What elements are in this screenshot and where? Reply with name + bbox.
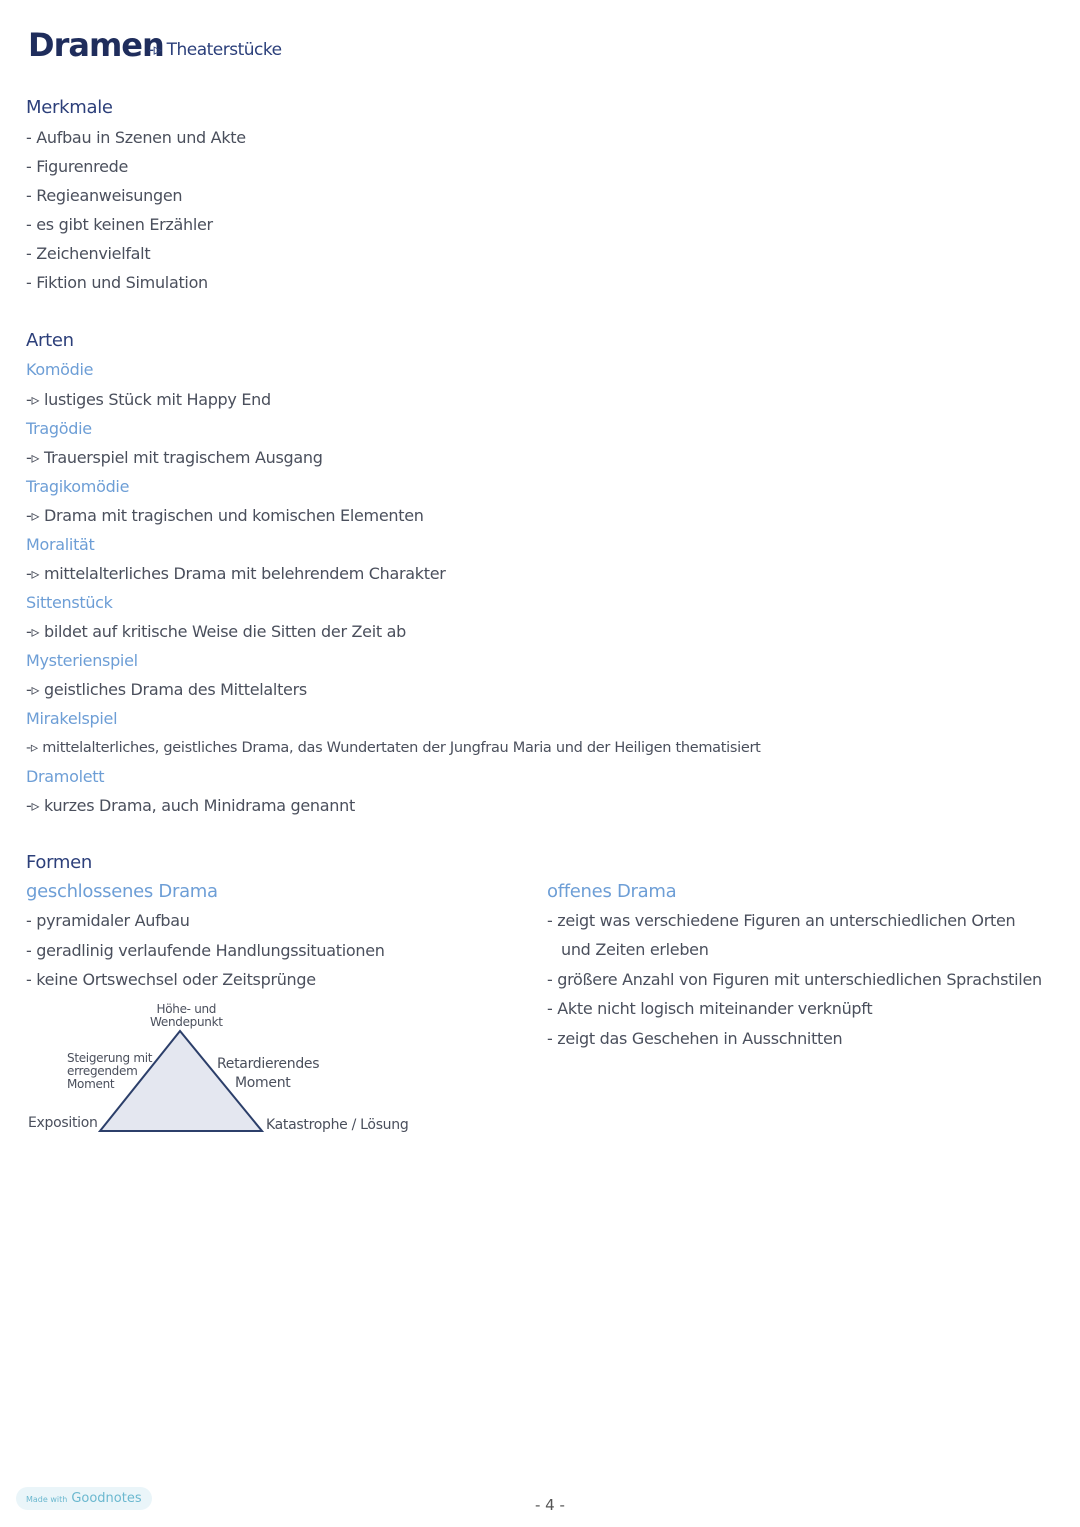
art-desc: -▹ bildet auf kritische Weise die Sitten der Zeit ab [26, 622, 406, 641]
art-desc: -▹ kurzes Drama, auch Minidrama genannt [26, 796, 355, 815]
art-name: Sittenstück [26, 593, 113, 612]
page-subtitle: -▹ Theaterstücke [148, 40, 282, 60]
offenes-drama-heading: offenes Drama [547, 881, 677, 902]
merkmal-item: - Regieanweisungen [26, 186, 183, 205]
art-name: Dramolett [26, 767, 105, 786]
merkmale-heading: Merkmale [26, 97, 113, 118]
pyramid-left-label: Steigerung mit erregendem Moment [67, 1051, 153, 1091]
art-desc: -▹ mittelalterliches, geistliches Drama, das Wundertaten der Jungfrau Maria und der Heiligen thematisiert [26, 740, 761, 756]
pyramid-top-label: Höhe- und Wendepunkt [150, 1002, 223, 1029]
formen-heading: Formen [26, 852, 93, 873]
pyramid-exposition-label: Exposition [28, 1115, 98, 1131]
arten-heading: Arten [26, 330, 74, 351]
pyramid-katastrophe-label: Katastrophe / Lösung [266, 1117, 409, 1133]
art-name: Komödie [26, 360, 94, 379]
art-name: Moralität [26, 535, 95, 554]
pyramid-right-label: Retardierendes Moment [217, 1056, 320, 1091]
offen-item: - Akte nicht logisch miteinander verknüpft [547, 999, 873, 1018]
art-desc: -▹ Drama mit tragischen und komischen Elementen [26, 506, 424, 525]
geschlossen-item: - geradlinig verlaufende Handlungssituationen [26, 941, 385, 960]
merkmal-item: - Figurenrede [26, 157, 129, 176]
art-desc: -▹ lustiges Stück mit Happy End [26, 390, 271, 409]
art-name: Tragödie [26, 419, 92, 438]
geschlossen-item: - keine Ortswechsel oder Zeitsprünge [26, 970, 316, 989]
offen-item: - zeigt das Geschehen in Ausschnitten [547, 1029, 843, 1048]
art-desc: -▹ geistliches Drama des Mittelalters [26, 680, 307, 699]
art-name: Mysterienspiel [26, 651, 138, 670]
offen-item: - größere Anzahl von Figuren mit unterschiedlichen Sprachstilen [547, 970, 1042, 989]
merkmal-item: - es gibt keinen Erzähler [26, 215, 213, 234]
page-number: - 4 - [535, 1496, 565, 1514]
geschlossenes-drama-heading: geschlossenes Drama [26, 881, 218, 902]
merkmal-item: - Aufbau in Szenen und Akte [26, 128, 246, 147]
art-name: Tragikomödie [26, 477, 130, 496]
page-title: Dramen [28, 26, 164, 64]
goodnotes-badge: Made with Goodnotes [16, 1487, 152, 1510]
offen-item: und Zeiten erleben [561, 940, 709, 959]
geschlossen-item: - pyramidaler Aufbau [26, 911, 190, 930]
merkmal-item: - Fiktion und Simulation [26, 273, 208, 292]
merkmal-item: - Zeichenvielfalt [26, 244, 151, 263]
art-desc: -▹ Trauerspiel mit tragischem Ausgang [26, 448, 323, 467]
offen-item: - zeigt was verschiedene Figuren an unterschiedlichen Orten [547, 911, 1016, 930]
art-desc: -▹ mittelalterliches Drama mit belehrendem Charakter [26, 564, 446, 583]
art-name: Mirakelspiel [26, 709, 118, 728]
